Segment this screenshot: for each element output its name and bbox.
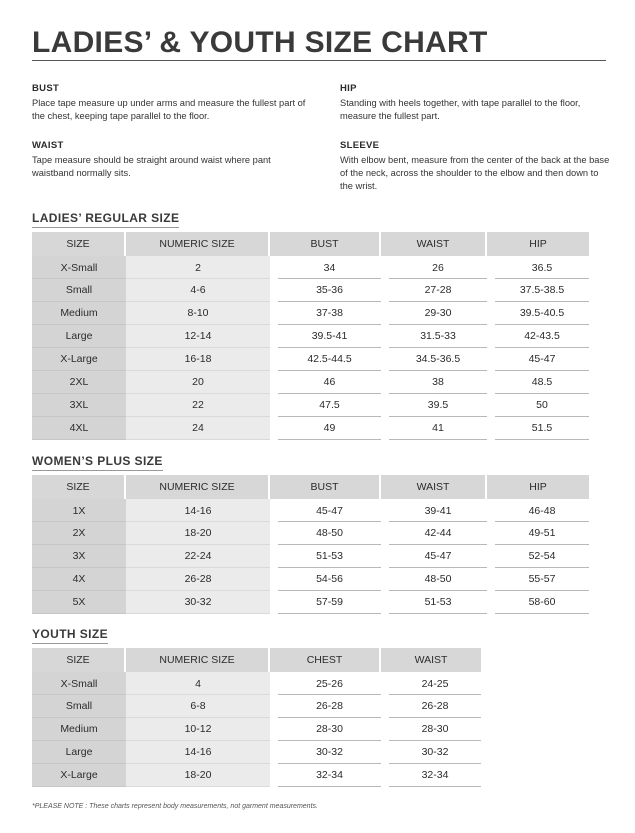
table-header-row — [32, 475, 589, 499]
cell-spacer — [487, 279, 495, 302]
numeric-size-cell: 6-8 — [126, 695, 270, 718]
measurement-cell: 45-47 — [278, 499, 381, 522]
measurement-cell: 55-57 — [495, 568, 589, 591]
measurement-cell: 32-34 — [389, 764, 481, 787]
cell-spacer — [381, 279, 389, 302]
cell-spacer — [270, 279, 278, 302]
column-header: SIZE — [32, 648, 126, 672]
measurement-cell: 35-36 — [278, 279, 381, 302]
cell-spacer — [487, 545, 495, 568]
column-header: SIZE — [32, 475, 126, 499]
instruction-heading: WAIST — [32, 140, 64, 151]
cell-spacer — [487, 256, 495, 279]
measurement-cell: 26-28 — [389, 695, 481, 718]
instruction-heading: HIP — [340, 83, 357, 94]
measurement-cell: 41 — [389, 417, 487, 440]
cell-spacer — [381, 371, 389, 394]
cell-spacer — [381, 764, 389, 787]
measurement-cell: 26 — [389, 256, 487, 279]
measurement-cell: 51-53 — [389, 591, 487, 614]
measurement-cell: 25-26 — [278, 672, 381, 695]
page-title: LADIES’ & YOUTH SIZE CHART — [32, 26, 488, 59]
measurement-cell: 50 — [495, 394, 589, 417]
instruction-text: With elbow bent, measure from the center of the back at the base of the neck, across the shoulder to the elbow and then down to the wrist. — [340, 155, 610, 191]
measurement-cell: 57-59 — [278, 591, 381, 614]
table-row — [32, 302, 589, 325]
cell-spacer — [270, 499, 278, 522]
measurement-cell: 48-50 — [389, 568, 487, 591]
cell-spacer — [487, 394, 495, 417]
cell-spacer — [487, 417, 495, 440]
cell-spacer — [381, 302, 389, 325]
instruction-heading: SLEEVE — [340, 140, 380, 151]
size-cell: Large — [32, 741, 126, 764]
table-row — [32, 279, 589, 302]
measurement-cell: 30-32 — [278, 741, 381, 764]
measurement-cell: 45-47 — [389, 545, 487, 568]
measurement-cell: 48-50 — [278, 522, 381, 545]
cell-spacer — [487, 591, 495, 614]
column-header: SIZE — [32, 232, 126, 256]
instruction-heading: BUST — [32, 83, 60, 94]
numeric-size-cell: 10-12 — [126, 718, 270, 741]
measurement-cell: 46 — [278, 371, 381, 394]
cell-spacer — [270, 417, 278, 440]
cell-spacer — [270, 545, 278, 568]
measurement-cell: 34.5-36.5 — [389, 348, 487, 371]
size-cell: Medium — [32, 718, 126, 741]
column-header: HIP — [487, 475, 589, 499]
cell-spacer — [270, 302, 278, 325]
instruction-text: Place tape measure up under arms and measure the fullest part of the chest, keeping tape parallel to the floor. — [32, 98, 306, 121]
measurement-cell: 58-60 — [495, 591, 589, 614]
measurement-cell: 49-51 — [495, 522, 589, 545]
size-cell: 3X — [32, 545, 126, 568]
measurement-cell: 51.5 — [495, 417, 589, 440]
cell-spacer — [487, 325, 495, 348]
table-row — [32, 568, 589, 591]
measurement-cell: 39.5 — [389, 394, 487, 417]
instruction-bust — [32, 83, 314, 123]
table-row — [32, 695, 481, 718]
cell-spacer — [270, 371, 278, 394]
table-row — [32, 672, 481, 695]
cell-spacer — [270, 695, 278, 718]
cell-spacer — [270, 394, 278, 417]
measurement-cell: 27-28 — [389, 279, 487, 302]
column-header: WAIST — [381, 232, 487, 256]
cell-spacer — [487, 568, 495, 591]
numeric-size-cell: 18-20 — [126, 522, 270, 545]
size-cell: Small — [32, 279, 126, 302]
cell-spacer — [270, 718, 278, 741]
instruction-text: Standing with heels together, with tape parallel to the floor, measure the fullest part. — [340, 98, 581, 121]
measurement-cell: 47.5 — [278, 394, 381, 417]
instruction-text: Tape measure should be straight around waist where pant waistband normally sits. — [32, 155, 271, 178]
measurement-cell: 37-38 — [278, 302, 381, 325]
numeric-size-cell: 4-6 — [126, 279, 270, 302]
numeric-size-cell: 16-18 — [126, 348, 270, 371]
instruction-sleeve — [340, 140, 612, 193]
measurement-cell: 42.5-44.5 — [278, 348, 381, 371]
measurement-cell: 48.5 — [495, 371, 589, 394]
instruction-waist — [32, 140, 314, 180]
cell-spacer — [381, 522, 389, 545]
size-cell: 4XL — [32, 417, 126, 440]
footnote: *PLEASE NOTE : These charts represent body measurements, not garment measurements. — [32, 803, 318, 810]
cell-spacer — [381, 394, 389, 417]
column-header: WAIST — [381, 648, 481, 672]
measurement-cell: 32-34 — [278, 764, 381, 787]
table-row — [32, 545, 589, 568]
table-row — [32, 718, 481, 741]
cell-spacer — [381, 348, 389, 371]
table-row — [32, 394, 589, 417]
column-header: BUST — [270, 475, 381, 499]
measurement-cell: 24-25 — [389, 672, 481, 695]
numeric-size-cell: 26-28 — [126, 568, 270, 591]
measurement-cell: 37.5-38.5 — [495, 279, 589, 302]
cell-spacer — [487, 348, 495, 371]
measurement-cell: 51-53 — [278, 545, 381, 568]
cell-spacer — [381, 591, 389, 614]
measurement-cell: 39-41 — [389, 499, 487, 522]
size-cell: X-Large — [32, 348, 126, 371]
numeric-size-cell: 30-32 — [126, 591, 270, 614]
cell-spacer — [381, 256, 389, 279]
measurement-cell: 29-30 — [389, 302, 487, 325]
cell-spacer — [381, 545, 389, 568]
numeric-size-cell: 24 — [126, 417, 270, 440]
measurement-cell: 34 — [278, 256, 381, 279]
table-row — [32, 325, 589, 348]
measurement-cell: 30-32 — [389, 741, 481, 764]
numeric-size-cell: 22-24 — [126, 545, 270, 568]
cell-spacer — [381, 568, 389, 591]
table-row — [32, 417, 589, 440]
measurement-cell: 26-28 — [278, 695, 381, 718]
column-header: NUMERIC SIZE — [126, 648, 270, 672]
size-cell: 2XL — [32, 371, 126, 394]
table-row — [32, 348, 589, 371]
instruction-hip — [340, 83, 612, 123]
size-cell: X-Small — [32, 256, 126, 279]
column-header: HIP — [487, 232, 589, 256]
plus-size-table — [32, 475, 589, 614]
cell-spacer — [487, 522, 495, 545]
column-header: NUMERIC SIZE — [126, 232, 270, 256]
measurement-cell: 28-30 — [389, 718, 481, 741]
numeric-size-cell: 14-16 — [126, 741, 270, 764]
cell-spacer — [381, 325, 389, 348]
column-header: BUST — [270, 232, 381, 256]
table-row — [32, 371, 589, 394]
size-cell: 5X — [32, 591, 126, 614]
table-header-row — [32, 648, 481, 672]
cell-spacer — [487, 371, 495, 394]
cell-spacer — [381, 499, 389, 522]
section-title-ladies: LADIES’ REGULAR SIZE — [32, 211, 179, 228]
table-row — [32, 499, 589, 522]
measurement-cell: 52-54 — [495, 545, 589, 568]
measurement-cell: 31.5-33 — [389, 325, 487, 348]
table-row — [32, 522, 589, 545]
column-header: WAIST — [381, 475, 487, 499]
numeric-size-cell: 8-10 — [126, 302, 270, 325]
title-divider — [32, 60, 606, 61]
size-cell: 3XL — [32, 394, 126, 417]
size-cell: 1X — [32, 499, 126, 522]
table-row — [32, 591, 589, 614]
cell-spacer — [487, 302, 495, 325]
size-cell: X-Small — [32, 672, 126, 695]
cell-spacer — [270, 672, 278, 695]
numeric-size-cell: 2 — [126, 256, 270, 279]
ladies-size-table — [32, 232, 589, 440]
column-header: NUMERIC SIZE — [126, 475, 270, 499]
cell-spacer — [270, 348, 278, 371]
cell-spacer — [270, 522, 278, 545]
size-cell: X-Large — [32, 764, 126, 787]
cell-spacer — [270, 741, 278, 764]
numeric-size-cell: 22 — [126, 394, 270, 417]
table-row — [32, 764, 481, 787]
cell-spacer — [270, 591, 278, 614]
measurement-cell: 49 — [278, 417, 381, 440]
measurement-cell: 39.5-40.5 — [495, 302, 589, 325]
measurement-cell: 36.5 — [495, 256, 589, 279]
cell-spacer — [487, 499, 495, 522]
measurement-cell: 28-30 — [278, 718, 381, 741]
size-cell: Medium — [32, 302, 126, 325]
measurement-cell: 42-43.5 — [495, 325, 589, 348]
numeric-size-cell: 4 — [126, 672, 270, 695]
cell-spacer — [270, 764, 278, 787]
size-cell: Small — [32, 695, 126, 718]
section-title-plus: WOMEN’S PLUS SIZE — [32, 454, 163, 471]
size-cell: Large — [32, 325, 126, 348]
size-cell: 4X — [32, 568, 126, 591]
numeric-size-cell: 14-16 — [126, 499, 270, 522]
measurement-cell: 45-47 — [495, 348, 589, 371]
measurement-cell: 42-44 — [389, 522, 487, 545]
numeric-size-cell: 20 — [126, 371, 270, 394]
size-cell: 2X — [32, 522, 126, 545]
measurement-cell: 54-56 — [278, 568, 381, 591]
column-header: CHEST — [270, 648, 381, 672]
measurement-cell: 38 — [389, 371, 487, 394]
table-header-row — [32, 232, 589, 256]
cell-spacer — [270, 325, 278, 348]
cell-spacer — [381, 672, 389, 695]
cell-spacer — [270, 256, 278, 279]
cell-spacer — [381, 695, 389, 718]
cell-spacer — [381, 718, 389, 741]
measurement-cell: 39.5-41 — [278, 325, 381, 348]
youth-size-table — [32, 648, 481, 787]
table-row — [32, 256, 589, 279]
cell-spacer — [381, 417, 389, 440]
cell-spacer — [270, 568, 278, 591]
numeric-size-cell: 12-14 — [126, 325, 270, 348]
table-row — [32, 741, 481, 764]
section-title-youth: YOUTH SIZE — [32, 627, 108, 644]
measurement-cell: 46-48 — [495, 499, 589, 522]
cell-spacer — [381, 741, 389, 764]
numeric-size-cell: 18-20 — [126, 764, 270, 787]
